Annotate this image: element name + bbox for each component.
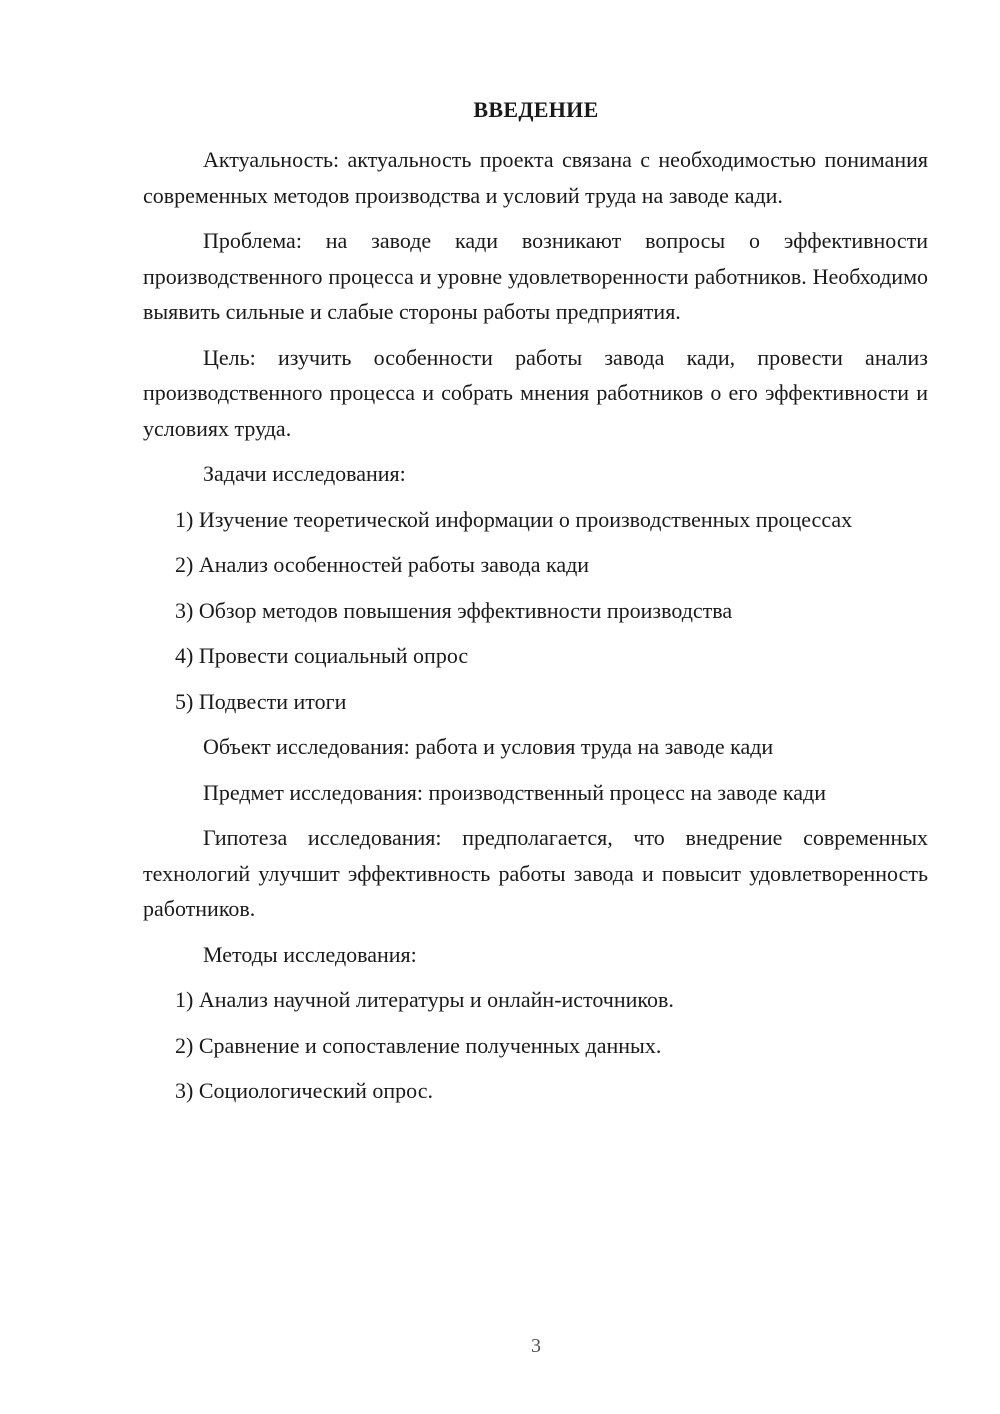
list-item: 2) Анализ особенностей работы завода кади: [175, 552, 590, 577]
paragraph-goal: Цель: изучить особенности работы завода кади, провести анализ производственного процесса и собрать мнения работников о его эффективности и условиях труда.: [143, 344, 928, 441]
paragraph-problem: Проблема: на заводе кади возникают вопросы о эффективности производственного процесса и уровне удовлетворенности работников. Необходимо выявить сильные и слабые стороны работы предприятия.: [143, 228, 928, 324]
page-title: ВВЕДЕНИЕ: [473, 97, 599, 122]
paragraph-object: Объект исследования: работа и условия труда на заводе кади: [203, 734, 774, 759]
list-item: 2) Сравнение и сопоставление полученных данных.: [175, 1032, 662, 1058]
list-item: 3) Обзор методов повышения эффективности производства: [175, 597, 733, 623]
document-body: [143, 142, 928, 1119]
methods-heading: Методы исследования:: [203, 941, 417, 967]
list-item: 4) Провести социальный опрос: [175, 643, 469, 668]
list-item: 1) Изучение теоретической информации о производственных процессах: [175, 506, 853, 532]
tasks-list: [143, 502, 928, 720]
list-item: 1) Анализ научной литературы и онлайн-источников.: [175, 987, 674, 1012]
list-item: 5) Подвести итоги: [175, 688, 347, 714]
page-number: 3: [531, 1335, 541, 1357]
methods-list: [143, 982, 928, 1109]
paragraph-relevance: Актуальность: актуальность проекта связана с необходимостью понимания современных методов производства и условий труда на заводе кади.: [143, 147, 928, 208]
paragraph-subject: Предмет исследования: производственный процесс на заводе кади: [203, 779, 827, 805]
list-item: 3) Социологический опрос.: [175, 1078, 433, 1103]
paragraph-hypothesis: Гипотеза исследования: предполагается, что внедрение современных технологий улучшит эффективность работы завода и повысит удовлетворенность работников.: [143, 825, 928, 921]
tasks-heading: Задачи исследования:: [203, 461, 406, 486]
